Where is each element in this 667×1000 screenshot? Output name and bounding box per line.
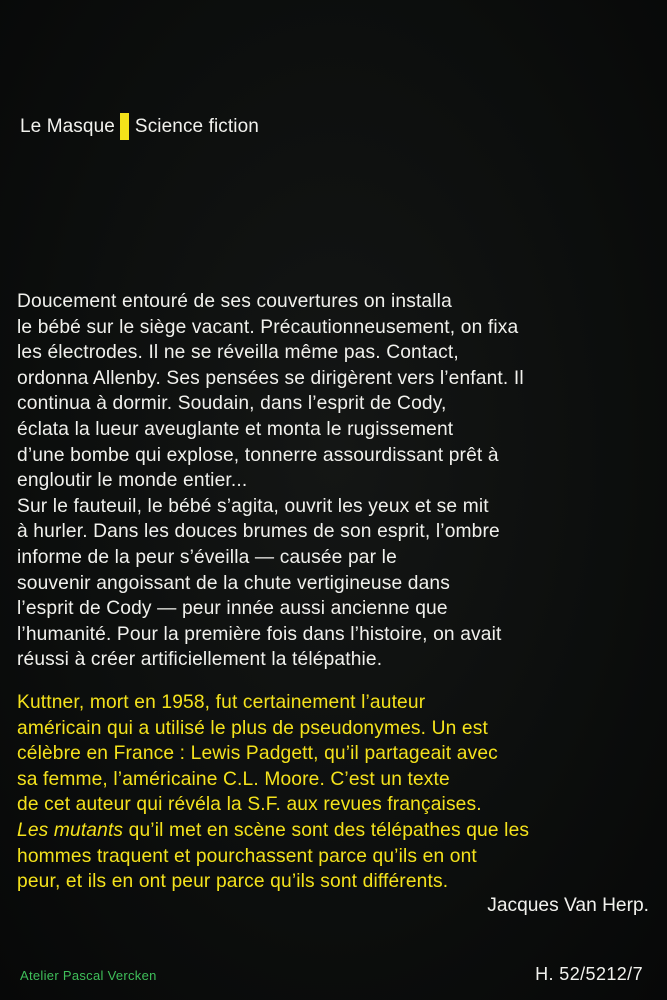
catalog-code: H. 52/5212/7 [535, 964, 643, 984]
excerpt-line: engloutir le monde entier... [17, 470, 248, 492]
blurb-line: sa femme, l’américaine C.L. Moore. C’est un texte [17, 768, 450, 790]
blurb-signature: Jacques Van Herp. [487, 895, 649, 916]
excerpt-line: l’humanité. Pour la première fois dans l’histoire, on avait [17, 623, 502, 645]
excerpt-text [17, 289, 657, 673]
blurb-line: Kuttner, mort en 1958, fut certainement l’auteur [17, 692, 426, 713]
excerpt-line: d’une bombe qui explose, tonnerre assourdissant prêt à [17, 444, 499, 466]
collection-name: Science fiction [134, 115, 259, 137]
blurb-line: américain qui a utilisé le plus de pseudonymes. Un est [17, 717, 488, 739]
blurb-line: célèbre en France : Lewis Padgett, qu’il partageait avec [17, 743, 498, 765]
series-header [20, 113, 259, 140]
excerpt-line: souvenir angoissant de la chute vertigineuse dans [17, 572, 450, 594]
excerpt-line: les électrodes. Il ne se réveilla même pas. Contact, [17, 342, 459, 364]
excerpt-line: ordonna Allenby. Ses pensées se dirigèrent vers l’enfant. Il [17, 367, 524, 389]
excerpt-line: éclata la lueur aveuglante et monta le rugissement [17, 418, 454, 440]
excerpt-line: informe de la peur s’éveilla — causée par le [17, 546, 397, 568]
blurb-line: de cet auteur qui révéla la S.F. aux revues françaises. [17, 794, 482, 816]
excerpt-line: Doucement entouré de ses couvertures on installa [17, 291, 452, 312]
design-credit: Atelier Pascal Vercken [20, 968, 157, 983]
publisher-name: Le Masque [20, 115, 115, 137]
excerpt-line: réussi à créer artificiellement la télépathie. [17, 649, 383, 671]
blurb-line [17, 818, 657, 844]
excerpt-line: Sur le fauteuil, le bébé s’agita, ouvrit les yeux et se mit [17, 495, 489, 517]
book-title: Les mutants [17, 819, 124, 841]
excerpt-line: continua à dormir. Soudain, dans l’esprit de Cody, [17, 393, 447, 415]
excerpt-line: l’esprit de Cody — peur innée aussi ancienne que [17, 598, 448, 620]
blurb-line: peur, et ils en ont peur parce qu’ils sont différents. [17, 871, 449, 893]
series-separator-bar [120, 113, 129, 140]
excerpt-line: le bébé sur le siège vacant. Précautionneusement, on fixa [17, 316, 519, 338]
blurb-line-rest: qu’il met en scène sont des télépathes que les [123, 819, 530, 841]
excerpt-line: à hurler. Dans les douces brumes de son esprit, l’ombre [17, 521, 500, 543]
author-blurb [17, 690, 657, 895]
blurb-line: hommes traquent et pourchassent parce qu’ils en ont [17, 845, 477, 867]
